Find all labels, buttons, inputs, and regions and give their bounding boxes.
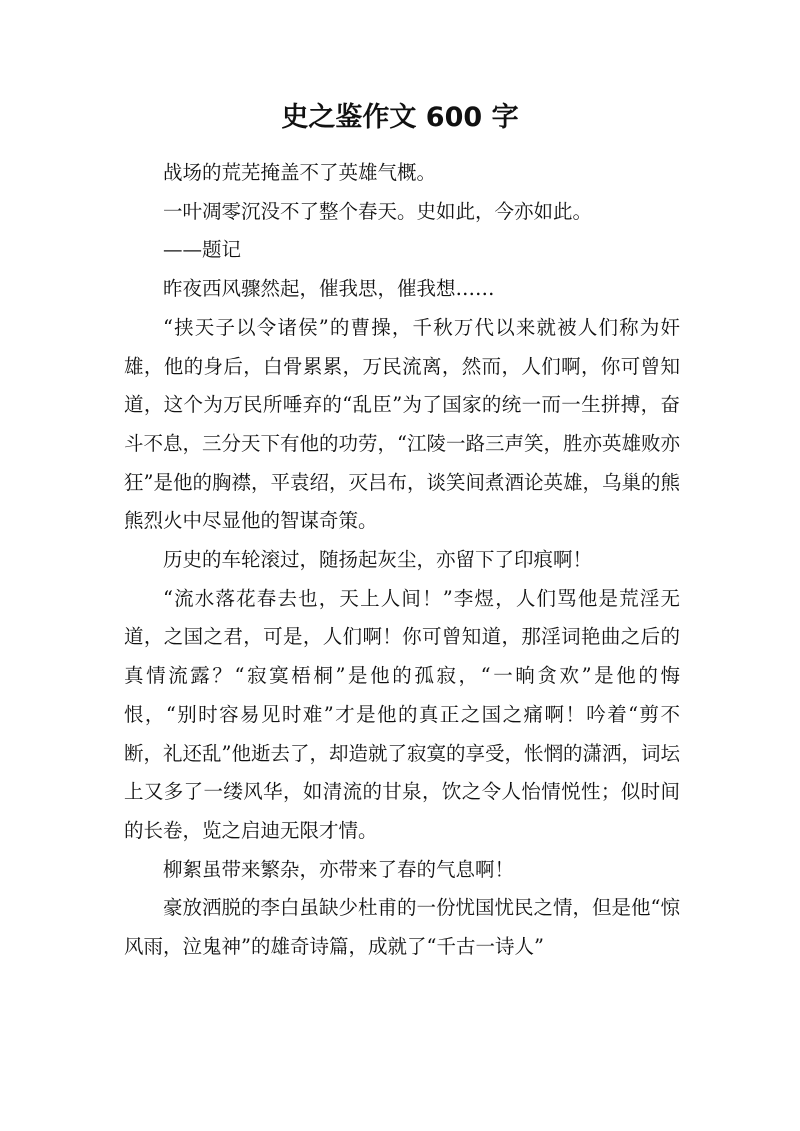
paragraph: 历史的车轮滚过，随扬起灰尘，亦留下了印痕啊！ <box>163 548 593 572</box>
document-body <box>124 154 680 967</box>
document-title: 史之鉴作文 600 字 <box>281 102 519 133</box>
paragraph: 昨夜西风骤然起，催我思，催我想…… <box>163 277 495 301</box>
paragraph: 豪放洒脱的李白虽缺少杜甫的一份忧国忧民之情，但是他“惊风雨，泣鬼神”的雄奇诗篇，成就了“千古一诗人” <box>124 896 680 959</box>
paragraph: “挟天子以令诸侯”的曹操，千秋万代以来就被人们称为奸雄，他的身后，白骨累累，万民流离，然而，人们啊，你可曾知道，这个为万民所唾弃的“乱臣”为了国家的统一而一生拼搏，奋斗不息，三分天下有他的功劳，“江陵一路三声笑，胜亦英雄败亦狂”是他的胸襟，平袁绍，灭吕布，谈笑间煮酒论英雄，乌巢的熊熊烈火中尽显他的智谋奇策。 <box>124 315 680 533</box>
epigraph-line-1: 战场的荒芜掩盖不了英雄气概。 <box>163 161 437 184</box>
paragraph: 柳絮虽带来繁杂，亦带来了春的气息啊！ <box>163 857 515 881</box>
epigraph-line-2: 一叶凋零沉没不了整个春天。史如此，今亦如此。 <box>163 199 593 223</box>
epigraph-signature: ——题记 <box>163 238 242 262</box>
paragraph: “流水落花春去也，天上人间！”李煜，人们骂他是荒淫无道，之国之君，可是，人们啊！你可曾知道，那淫词艳曲之后的真情流露？“寂寞梧桐”是他的孤寂，“一晌贪欢”是他的悔恨，“别时容易见时难”才是他的真正之国之痛啊！吟着“剪不断，礼还乱”他逝去了，却造就了寂寞的享受，怅惘的潇洒，词坛上又多了一缕风华，如清流的甘泉，饮之令人怡情悦性；似时间的长卷，览之启迪无限才情。 <box>124 586 680 842</box>
